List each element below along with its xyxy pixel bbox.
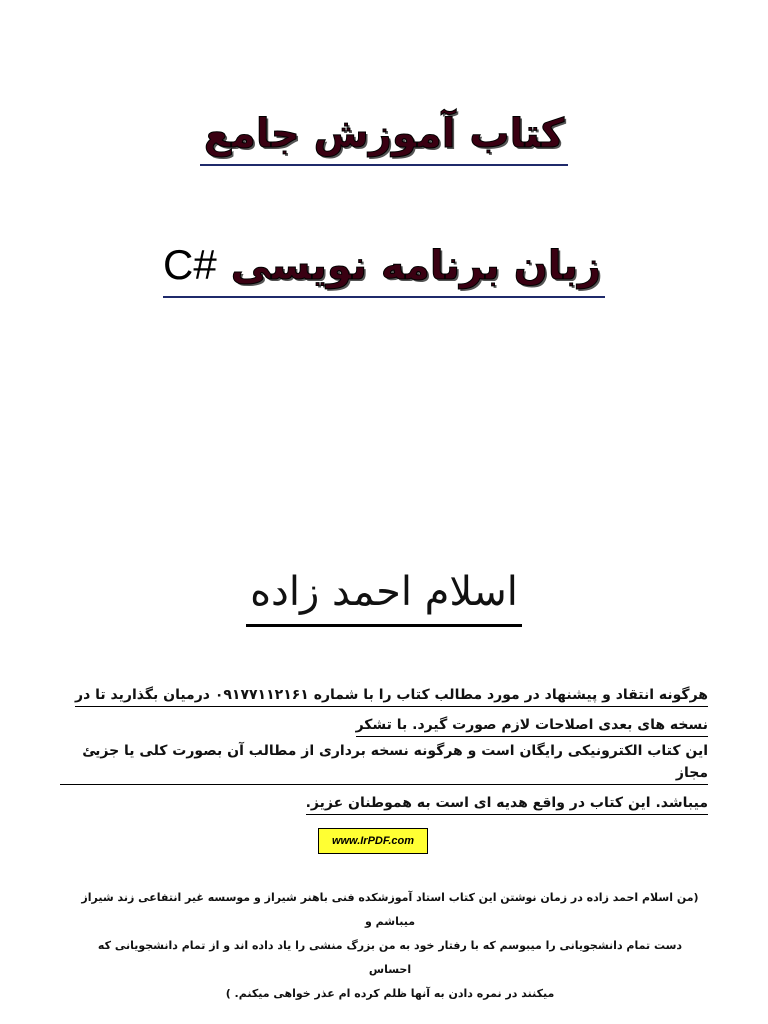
book-title-line1: کتاب آموزش جامع <box>200 110 568 166</box>
book-subtitle-underline <box>163 240 605 298</box>
notice-line: نسخه های بعدی اصلاحات لازم صورت گیرد. با تشکر <box>60 710 708 740</box>
author-name <box>0 568 768 627</box>
csharp-label: C# <box>162 241 217 288</box>
footer-note <box>80 886 700 1006</box>
author-name-text: اسلام احمد زاده <box>246 568 522 627</box>
footer-line: (من اسلام احمد زاده در زمان نوشتن این کتاب استاد آموزشکده فنی باهنر شیراز و موسسه غیر انتفاعی زند شیراز میباشم و <box>81 891 699 928</box>
book-subtitle <box>0 240 768 298</box>
book-subtitle-text: زبان برنامه نویسی <box>230 243 601 289</box>
footer-line: دست تمام دانشجویانی را میبوسم که با رفتار خود به من بزرگ منشی را یاد داده اند و از تمام دانشجویانی که احساس <box>97 939 683 976</box>
footer-line: میکنند در نمره دادن به آنها ظلم کرده ام عذر خواهی میکنم. ) <box>225 987 555 1000</box>
website-link[interactable]: www.IrPDF.com <box>318 828 428 854</box>
notice-line: میباشد. این کتاب در واقع هدیه ای است به هموطنان عزیز. <box>60 788 708 818</box>
notice-line: هرگونه انتقاد و پیشنهاد در مورد مطالب کتاب را با شماره ۰۹۱۷۷۱۱۲۱۶۱ درمیان بگذارید تا در <box>60 680 708 710</box>
notice-paragraph <box>60 680 708 818</box>
notice-line: این کتاب الکترونیکی رایگان است و هرگونه نسخه برداری از مطالب آن بصورت کلی یا جزیئ مجاز <box>60 740 708 788</box>
book-title <box>0 110 768 166</box>
